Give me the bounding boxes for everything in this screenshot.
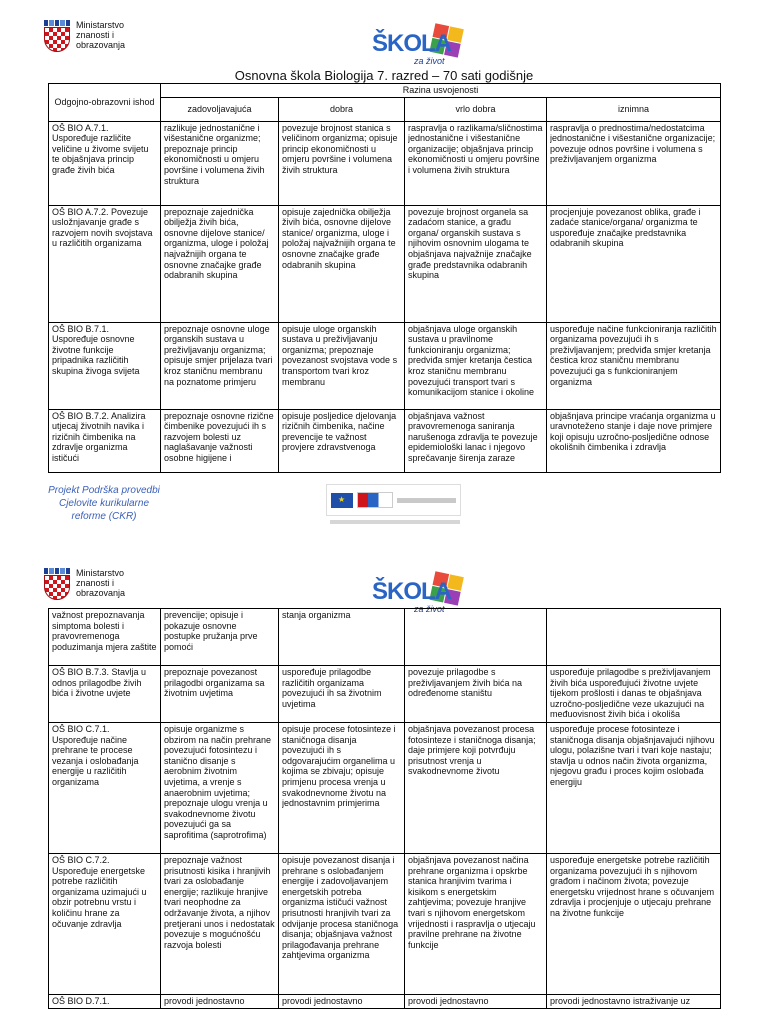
document-page-2 — [0, 548, 768, 1024]
outcome-cell: OŠ BIO A.7.2. Povezuje usložnjavanje građe s razvojem novih svojstava u različitih organizama — [52, 206, 153, 249]
level-cell: uspoređuje prilagodbe različitih organizama povezujući ih sa životnim uvjetima — [282, 667, 382, 709]
level-cell: procjenjuje povezanost oblika, građe i zadaće stanice/organa/ organizma te uspoređuje značajke predstavnika odabranih skupina — [550, 206, 701, 249]
level-cell — [550, 610, 717, 664]
ministry-name: Ministarstvo znanosti i obrazovanja — [76, 20, 126, 50]
level-cell: povezuje brojnost stanica s veličinom organizma; opisuje princip ekonomičnosti u omjeru površine i volumena živih struktura — [282, 122, 398, 175]
header-level-good: dobra — [279, 97, 405, 121]
level-cell: uspoređuje načine funkcioniranja različitih organizama povezujući ih s preživljavanjem; predviđa smjer kretanja čestica kroz staničnu membranu povezujući ga s funkcioniranjem organizma — [550, 323, 717, 387]
croatian-coat-of-arms-icon — [44, 20, 70, 52]
level-cell: prepoznaje zajednička obilježja živih bića, osnovne dijelove stanice/ organizma, uloge i položaj najvažnijih organa te osnovne značajke građe odabranih skupina — [164, 206, 269, 281]
level-cell: stanja organizma — [282, 610, 351, 620]
level-cell — [408, 610, 543, 664]
table-row — [49, 666, 721, 723]
level-cell: opisuje zajednička obilježja živih bića, osnovne dijelove stanice/ organizma, uloge i položaj najvažnijih organa te osnovne značajke građe odabranih skupina — [282, 206, 396, 270]
level-cell: povezuje prilagodbe s preživljavanjem živih bića na određenome staništu — [408, 667, 523, 699]
header-outcome: Odgojno-obrazovni ishod — [49, 84, 161, 122]
level-cell: objašnjava važnost pravovremenoga saniranja narušenoga zdravlja te povezuje epidemiološki lanac i njegovo sprečavanje širenja zaraze — [408, 410, 538, 463]
level-cell: opisuje organizme s obzirom na način prehrane povezujući fotosintezu i stanično disanje s aerobnim životnim uvjetima, a vrenje s anaerobnim uvjetima; prepoznaje ulogu vrenja u svakodnevnome životu povezujući ga sa saprofitima (saprotrofima) — [164, 724, 272, 840]
table-row — [49, 121, 721, 205]
level-cell: provodi jednostavno — [408, 996, 489, 1006]
level-cell: objašnjava uloge organskih sustava u pravilnome funkcioniranju organizma; predviđa smjer kretanja čestica kroz staničnu membranu povezujući transport tvari s komunikacijom stanice i okoline — [408, 323, 535, 398]
level-cell: opisuje povezanost disanja i prehrane s oslobađanjem energije i zadovoljavanjem energetskih potreba organizma ističući važnost prisutnosti hranjivih tvari za odvijanje procesa staničnoga disanja; objašnjava važnost prilagođavanja prehrane zahtjevima organizma — [282, 855, 399, 961]
project-caption: Projekt Podrška provedbi Cjelovite kurikularne reforme (CKR) — [48, 485, 160, 522]
level-cell: uspoređuje prilagodbe s preživljavanjem živih bića uspoređujući životne uvjete tijekom prošlosti i danas te objašnjava uzročno-posljedične veze ukazujući na međuovisnost živih bića i okoliša — [550, 667, 711, 720]
level-cell: uspoređuje procese fotosinteze i staničnoga disanja objašnjavajući njihovu ulogu, polazišne tvari i tvari koje nastaju; stavlja u odnos način života organizma, njegovu građu i proces kojim oslobađa energiju — [550, 724, 715, 787]
level-cell: opisuje procese fotosinteze i staničnoga disanja povezujući ih s odgovarajućim organelima u kojima se zbivaju; opisuje primjenu procesa vrenja u svakodnevnome životu na jednostavnim primjerima — [282, 724, 396, 809]
skola-za-zivot-logo: ŠKOLA za život — [370, 22, 470, 82]
eu-fund-mark-icon — [357, 492, 393, 508]
eu-disclaimer-line — [330, 520, 460, 524]
level-cell: prevencije; opisuje i pokazuje osnovne postupke pružanja prve pomoći — [164, 610, 258, 652]
outcome-cell: OŠ BIO B.7.3. Stavlja u odnos prilagodbe živih bića i životne uvjete — [52, 667, 147, 699]
eu-flag-icon — [331, 493, 353, 508]
level-cell: provodi jednostavno — [282, 996, 363, 1006]
table-row — [49, 322, 721, 409]
level-cell: raspravlja o razlikama/sličnostima jednostanične i višestanične organizacije; objašnjava princip ekonomičnosti u omjeru površine i volumena živih struktura — [408, 122, 543, 175]
outcome-cell: OŠ BIO C.7.2. Uspoređuje energetske potrebe različitih organizama uzimajući u obzir potrebnu vrstu i količinu hrane za očuvanje zdravlja — [52, 855, 147, 929]
table-row — [49, 995, 721, 1009]
level-cell: provodi jednostavno istraživanje uz — [550, 996, 691, 1006]
outcome-cell: OŠ BIO B.7.1. Uspoređuje osnovne životne funkcije pripadnika različitih skupina živoga svijeta — [52, 323, 140, 376]
outcome-cell: OŠ BIO C.7.1. Uspoređuje načine prehrane te procese vezanja i oslobađanja energije u različitih organizama — [52, 724, 139, 787]
outcome-cell: OŠ BIO A.7.1. Uspoređuje različite veličine u živome svijetu te objašnjava princip građe živih bića — [52, 122, 149, 175]
level-cell: objašnjava povezanost načina prehrane organizma i opskrbe stanica hranjivim tvarima i kisikom s energetskim zahtjevima; povezuje hranjive tvari s njihovom energetskom vrijednosti i raspravlja o utjecaju pravilne prehrane na životne funkcije — [408, 855, 536, 950]
eu-funding-logos — [326, 484, 461, 516]
level-cell: prepoznaje povezanost prilagodbi organizama sa životnim uvjetima — [164, 667, 265, 699]
level-cell: opisuje posljedice djelovanja rizičnih čimbenika, načine prevencije te važnost provjere zdravstvenoga — [282, 410, 397, 453]
outcome-cell: važnost prepoznavanja simptoma bolesti i pravovremenoga poduzimanja mjera zaštite — [52, 610, 157, 652]
level-cell: povezuje brojnost organela sa zadaćom stanice, a građu organa/ organskih sustava s njihovim osnovnim ulogama te objašnjava najvažnije značajke građe predstavnika odabranih skupina — [408, 206, 532, 281]
level-cell: raspravlja o prednostima/nedostatcima jednostanične i višestanične organizacije; povezuje odnos površine i volumena s preživljavanjem organizma — [550, 122, 716, 165]
level-cell: uspoređuje energetske potrebe različitih organizama povezujući ih s njihovom građom i načinom života; povezuje energetsku vrijednost hrane s očuvanjem zdravlja i procjenjuje o utjecaju prehrane na životne funkcije — [550, 855, 715, 918]
ministry-name: Ministarstvo znanosti i obrazovanja — [76, 568, 126, 598]
ministry-logo — [44, 20, 136, 52]
level-cell: prepoznaje osnovne rizične čimbenike povezujući ih s razvojem bolesti uz naglašavanje važnosti osobne higijene i — [164, 410, 274, 463]
level-cell: opisuje uloge organskih sustava u preživljavanju organizma; prepoznaje povezanost svojstava vode s transportom tvari kroz membranu — [282, 323, 398, 387]
table-row — [49, 205, 721, 322]
header-level-group: Razina usvojenosti — [161, 84, 721, 98]
level-cell: prepoznaje važnost prisutnosti kisika i hranjivih tvari za oslobađanje energije; razlikuje hranjive tvari neophodne za održavanje života, a njihov pretjerani unos i nedostatak povezuje s mogućnošću razvoja bolesti — [164, 855, 275, 950]
table-row — [49, 609, 721, 666]
partner-logo-icon — [397, 498, 456, 503]
level-cell: razlikuje jednostanične i višestanične organizme; prepoznaje princip ekonomičnosti u omjeru površine i volumena živih struktura — [164, 122, 265, 186]
croatian-coat-of-arms-icon — [44, 568, 70, 600]
curriculum-table-page-2 — [48, 608, 721, 1009]
header-level-sufficient: zadovoljavajuća — [161, 97, 279, 121]
table-row — [49, 854, 721, 995]
level-cell: objašnjava principe vraćanja organizma u uravnoteženo stanje i daje nove primjere koji opisuju uzročno-posljedične odnose okolišnih čimbenika i zdravlja — [550, 410, 716, 453]
level-cell: objašnjava povezanost procesa fotosinteze i staničnoga disanja; daje primjere koji potvrđuju prisutnost vrenja u svakodnevnome životu — [408, 724, 536, 777]
ministry-logo — [44, 568, 136, 600]
level-cell: prepoznaje osnovne uloge organskih sustava u preživljavanju organizma; opisuje smjer prijelaza tvari kroz staničnu membranu na poznatome primjeru — [164, 323, 273, 387]
level-cell: provodi jednostavno — [164, 996, 245, 1006]
table-row — [49, 409, 721, 472]
curriculum-table-page-1 — [48, 83, 721, 473]
header-level-excellent: iznimna — [547, 97, 721, 121]
outcome-cell: OŠ BIO D.7.1. — [52, 996, 110, 1006]
document-title: Osnovna škola Biologija 7. razred – 70 sati godišnje — [234, 68, 534, 83]
header-level-very-good: vrlo dobra — [405, 97, 547, 121]
skola-za-zivot-logo: ŠKOLA za život — [370, 570, 470, 630]
table-row — [49, 723, 721, 854]
outcome-cell: OŠ BIO B.7.2. Analizira utjecaj životnih navika i rizičnih čimbenika na zdravlje organizma ističući — [52, 410, 146, 463]
